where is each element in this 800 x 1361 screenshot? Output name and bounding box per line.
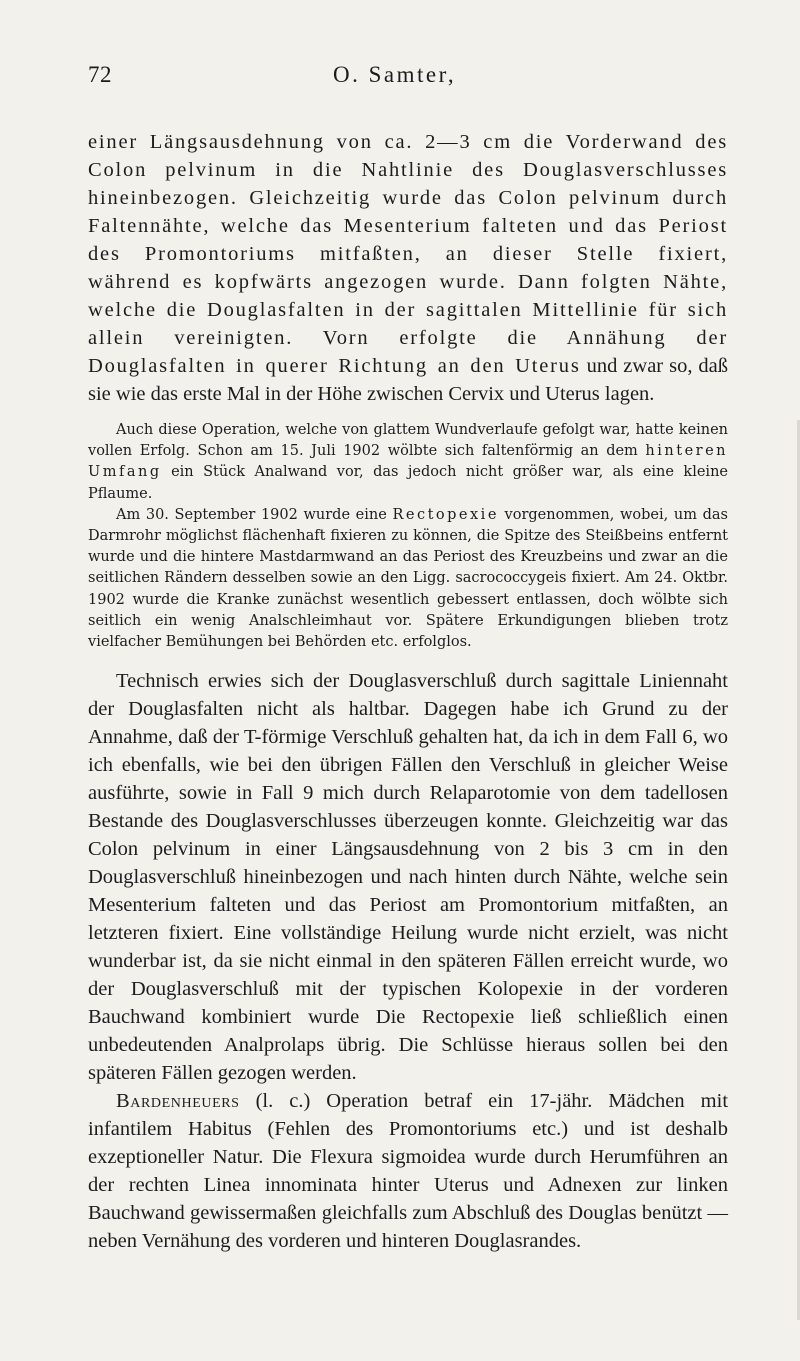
paragraph-2-after: ein Stück Analwand vor, das jedoch nicht größer war, als eine kleine Pflaume. [88,464,728,502]
page-header [88,62,728,92]
paragraph-3 [88,505,728,653]
paragraph-1-tail: und zwar so, daß sie wie das erste Mal in der Höhe zwischen Cervix und Uterus lagen. [88,355,729,405]
paragraph-4: Technisch erwies sich der Douglasverschluß durch sagittale Liniennaht der Douglasfalten nicht als haltbar. Dagegen habe ich Grund zu der Annahme, daß der T-förmige Verschluß gehalten hat, da ich in dem Fall 6, wo ich ebenfalls, wie bei den übrigen Fällen den Verschluß in gleicher Weise ausführte, sowie in Fall 9 mich durch Relaparotomie von dem tadellosen Bestande des Douglasverschlusses überzeugen konnte. Gleichzeitig war das Colon pelvinum in einer Längsausdehnung von 2 bis 3 cm in den Douglasverschluß hineinbezogen und nach hinten durch Nähte, welche sein Mesenterium falteten und das Periost am Promontorium mitfaßten, an letzteren fixiert. Eine vollständige Heilung wurde nicht erzielt, was nicht wunderbar ist, da sie nicht einmal in den späteren Fällen erreicht wurde, wo der Douglasverschluß mit der typischen Kolopexie in der vorderen Bauchwand kombiniert wurde Die Rectopexie ließ schließlich einen unbedeutenden Analprolaps übrig. Die Schlüsse hieraus sollen bei den späteren Fällen gezogen werden. [88,670,728,1085]
paragraph-3-after: vorgenommen, wobei, um das Darmrohr möglichst flächenhaft fixieren zu können, die Spitze des Steißbeins entfernt wurde und die hintere Mastdarmwand an das Periost des Kreuzbeins und zwar an die seitlichen Rändern desselben sowie an den Ligg. sacrococcygeis fixiert. Am 24. Oktbr. 1902 wurde die Kranke zunächst wesentlich gebessert entlassen, doch wölbte sich seitlich ein wenig Analschleimhaut vor. Spätere Erkundigungen blieben trotz vielfacher Bemühungen bei Behörden etc. erfolglos. [88,506,728,651]
paragraph-3-before: Am 30. September 1902 wurde eine [116,506,387,523]
paragraph-1 [88,128,728,408]
body-text [88,128,728,1255]
paragraph-2-emphasis: hinteren Umfang [88,443,728,481]
paragraph-5-text: (l. c.) Operation betraf ein 17-jähr. Mädchen mit infantilem Habitus (Fehlen des Promontoriums etc.) und ist deshalb exzeptioneller Natur. Die Flexura sigmoidea wurde durch Herumführen an der rechten Linea innominata hinter Uterus und Adnexen zur linken Bauchwand gewissermaßen gleichfalls zum Abschluß des Douglas benützt — neben Vernähung des vorderen und hinteren Douglasrandes. [88,1090,729,1253]
paragraph-2 [88,420,728,505]
paragraph-1-spaced-text: einer Längsausdehnung von ca. 2—3 cm die Vorderwand des Colon pelvinum in die Nahtlinie des Douglasverschlusses hineinbezogen. Gleichzeitig wurde das Colon pelvinum durch Faltennähte, welche das Mesenterium falteten und das Periost des Promontoriums mitfaßten, an dieser Stelle fixiert, während es kopfwärts angezogen wurde. Dann folgten Nähte, welche die Douglasfalten in der sagittalen Mittellinie für sich allein vereinigten. Vorn erfolgte die Annähung der Douglasfalten in querer Richtung an den Uterus [88,131,728,377]
paragraph-2-before: Auch diese Operation, welche von glattem Wundverlaufe gefolgt war, hatte keinen vollen Erfolg. Schon am 15. Juli 1902 wölbte sich faltenförmig an dem [88,422,728,460]
page-number: 72 [88,62,112,87]
paragraph-5 [88,1087,728,1255]
author-name: Bardenheuers [116,1090,240,1113]
running-head: O. Samter, [333,62,457,87]
paragraph-3-emphasis: Rectopexie [392,506,499,523]
